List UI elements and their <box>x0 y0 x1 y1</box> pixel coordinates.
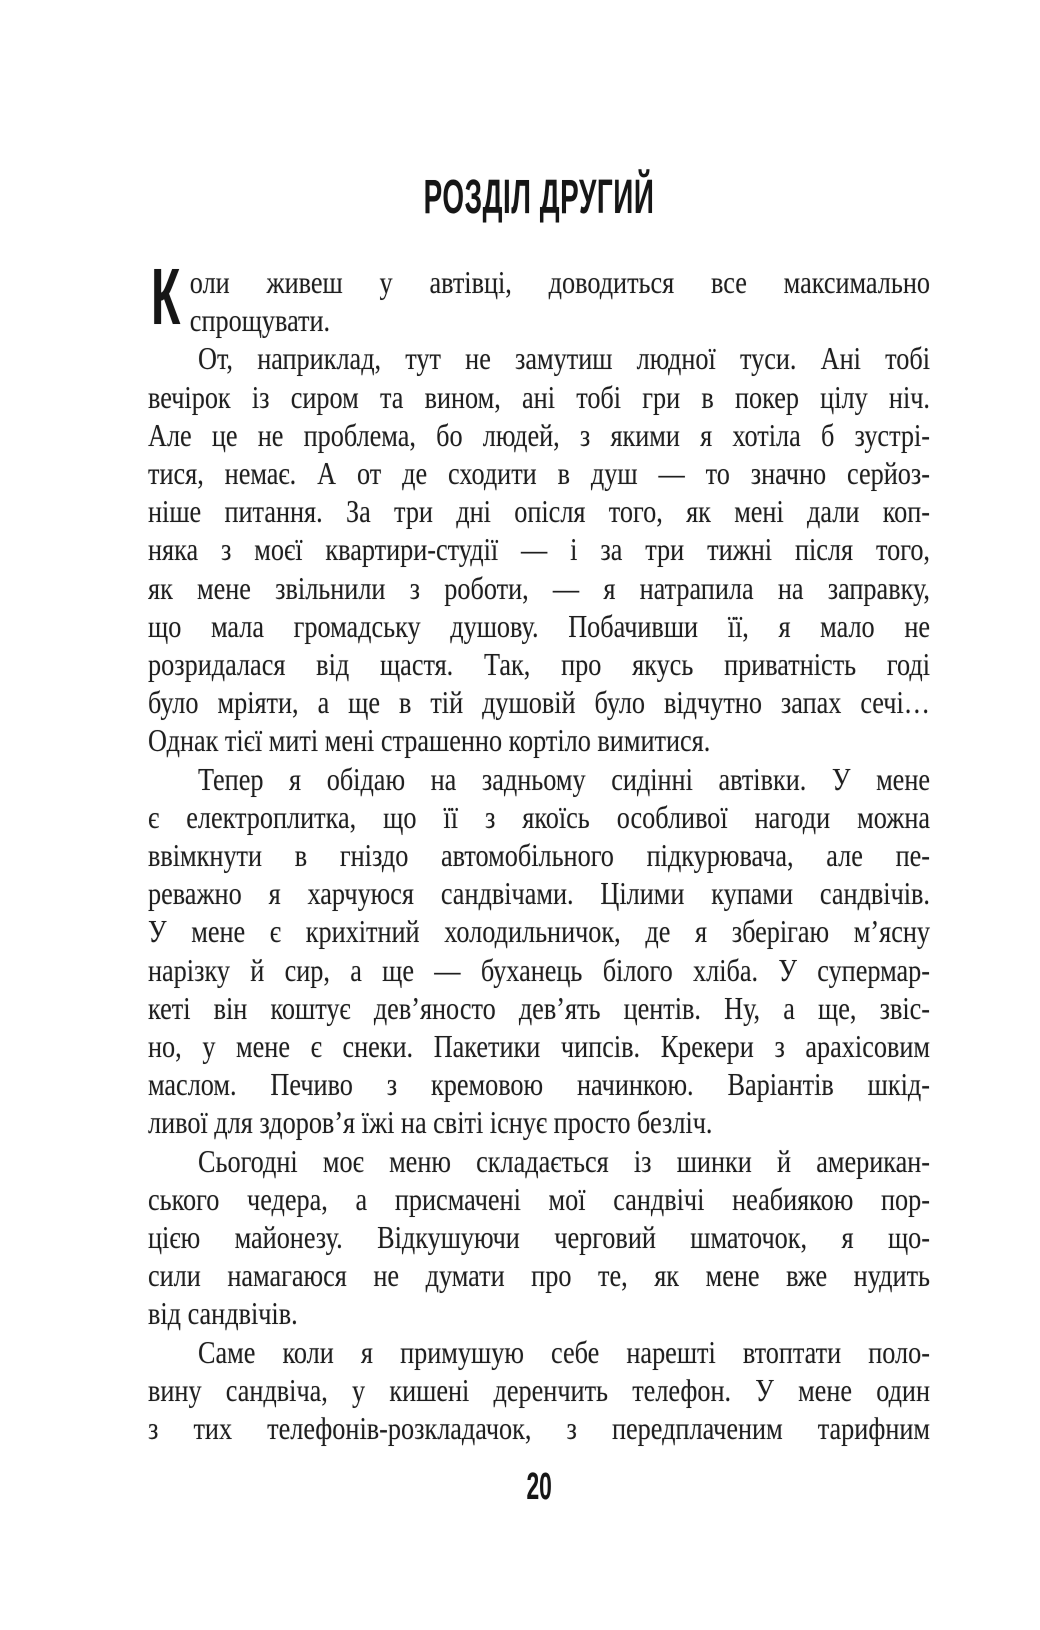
text-line: маслом. Печиво з кремовою начинкою. Варіантів шкід- <box>148 1066 930 1103</box>
text-line: ніше питання. За три дні опісля того, як мені дали коп- <box>148 493 930 530</box>
folio-row <box>148 1468 930 1506</box>
body-text <box>148 252 930 1447</box>
text-line: Тепер я обідаю на задньому сидінні автівки. У мене <box>198 760 930 797</box>
text-line: цією майонезу. Відкушуючи черговий шматочок, я що- <box>148 1219 930 1256</box>
text-line: оли живеш у автівці, доводиться все максимально <box>189 264 930 300</box>
text-line: спрощувати. <box>189 302 331 339</box>
text-line: У мене є крихітний холодильничок, де я зберігаю м’ясну <box>148 913 930 950</box>
text-line: що мала громадську душову. Побачивши її, я мало не <box>148 607 930 644</box>
text-line: розридалася від щастя. Так, про якусь приватність годі <box>148 646 930 683</box>
text-line: Однак тієї миті мені страшенно кортіло вимитися. <box>148 722 711 759</box>
text-line: От, наприклад, тут не замутиш людної туси. Ані тобі <box>198 340 930 377</box>
text-line: тися, немає. А от де сходити в душ — то значно серйоз- <box>148 455 930 492</box>
text-line: ського чедера, а присмачені мої сандвічі неабиякою пор- <box>148 1180 930 1217</box>
drop-cap: К <box>151 252 181 341</box>
text-line: є електроплитка, що її з якоїсь особливої нагоди можна <box>148 798 930 835</box>
text-line: кеті він коштує дев’яносто дев’ять центів. Ну, а ще, звіс- <box>148 989 930 1026</box>
text-line: реважно я харчуюся сандвічами. Цілими купами сандвічів. <box>148 875 930 912</box>
text-line: з тих телефонів-розкладачок, з передплаченим тарифним <box>148 1410 930 1447</box>
text-line: но, у мене є снеки. Пакетики чипсів. Крекери з арахісовим <box>148 1028 930 1065</box>
chapter-heading-row <box>148 171 930 224</box>
text-line: ливої для здоров’я їжі на світі існує просто безліч. <box>148 1104 713 1141</box>
text-line: Але це не проблема, бо людей, з якими я хотіла б зустрі- <box>148 416 930 453</box>
chapter-title: РОЗДІЛ ДРУГИЙ <box>423 171 655 224</box>
text-line: вину сандвіча, у кишені деренчить телефон. У мене один <box>148 1371 930 1408</box>
text-line: вечірок із сиром та вином, ані тобі гри в покер цілу ніч. <box>148 378 930 415</box>
text-line: Саме коли я примушую себе нарешті втоптати поло- <box>198 1333 930 1370</box>
text-line: Сьогодні моє меню складається із шинки й американ- <box>198 1142 930 1179</box>
page-number: 20 <box>526 1466 552 1508</box>
text-line: було мріяти, а ще в тій душовій було відчутно запах сечі… <box>148 684 930 721</box>
text-line: як мене звільнили з роботи, — я натрапила на заправку, <box>148 569 930 606</box>
text-line: від сандвічів. <box>148 1295 298 1332</box>
text-line: сили намагаюся не думати про те, як мене вже нудить <box>148 1257 930 1294</box>
text-line: ввімкнути в гніздо автомобільного підкурювача, але пе- <box>148 837 930 874</box>
text-line: нарізку й сир, а ще — буханець білого хліба. У супермар- <box>148 951 930 988</box>
text-line: няка з моєї квартири-студії — і за три тижні після того, <box>148 531 930 568</box>
